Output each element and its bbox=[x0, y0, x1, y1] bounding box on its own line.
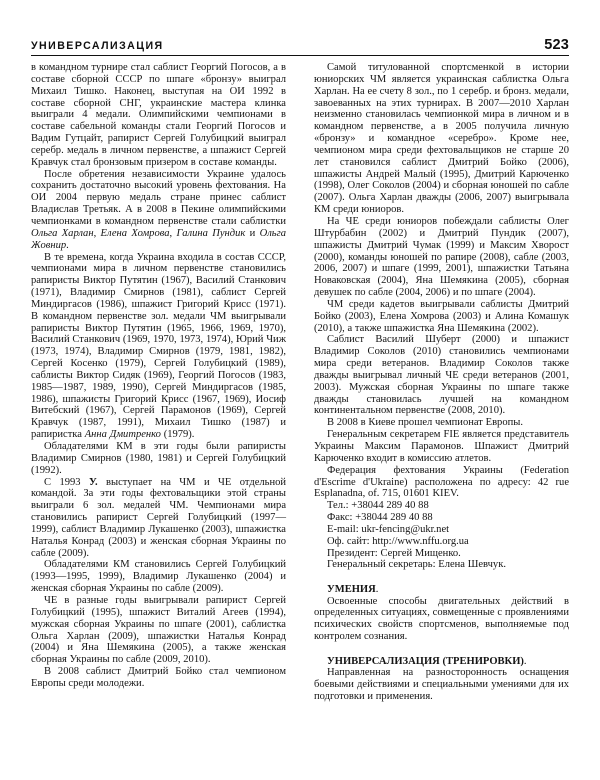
text-run: и bbox=[245, 227, 260, 239]
body-paragraph bbox=[314, 62, 569, 216]
text-run: Факс: +38044 289 40 88 bbox=[327, 512, 433, 524]
abbreviation: У. bbox=[88, 476, 98, 488]
text-run: Федерация фехтования Украины (Federation d'Escrime d'Ukraine) расположена по адресу: 42 rue Esplanadna, of. 715, 01601 KIEV. bbox=[314, 464, 569, 500]
body-paragraph bbox=[31, 666, 286, 690]
text-run: выступает на ЧМ и ЧЕ отдельной командой. За эти годы фехтовальщики этой страны выиграли 6 зол. медалей ЧМ. Чемпионами мира становились рапирист Сергей Голубицкий (1997—1999), саблист Владимир Лукашенко (2003), шпажистка Наталья Конрад (2003) и женская сборная Украины по сабле (2009). bbox=[31, 476, 287, 559]
body-paragraph bbox=[31, 477, 286, 560]
body-paragraph bbox=[31, 252, 286, 442]
text-run: . bbox=[375, 583, 379, 595]
text-run: Тел.: +38044 289 40 88 bbox=[327, 500, 429, 512]
body-paragraph bbox=[31, 595, 286, 666]
body-paragraph bbox=[314, 512, 569, 524]
body-paragraph bbox=[314, 548, 569, 560]
body-paragraph bbox=[314, 524, 569, 536]
body-paragraph bbox=[314, 667, 569, 703]
body-paragraph bbox=[31, 62, 286, 169]
header-rule bbox=[31, 55, 569, 56]
running-head bbox=[31, 30, 569, 52]
body-paragraph bbox=[314, 465, 569, 501]
body-paragraph bbox=[314, 417, 569, 429]
athlete-name: Галина Пундик bbox=[176, 227, 246, 239]
text-run: ЧЕ в разные годы выигрывали рапирист Сергей Голубицкий (1995), шпажист Виталий Агеев (1994), мужская сборная Украины по шпаге (2001), саблистка Ольга Харлан (2009), шпажистки Наталья Конрад (2004) и Яна Шемякина (2005), а также женская сборная Украины по сабле (2009, 2010). bbox=[31, 594, 286, 666]
text-run: Обладателями КМ в эти годы были рапиристы Владимир Смирнов (1980, 1981) и Сергей Голубицкий (1992). bbox=[31, 441, 286, 476]
text-run: В 2008 саблист Дмитрий Бойко стал чемпионом Европы среди молодежи. bbox=[31, 666, 286, 689]
text-run: в командном турнире стал саблист Георгий Погосов, а в составе сборной СССР по шпаге «бронзу» выиграл Михаил Тишко. Наконец, выступая на ОИ 1992 в составе сборной СНГ, украинские мастера клинка выиграли 4 медали. Олимпийскими чемпионами в составе сабельной команды стали Георгий Погосов и Вадим Гутцайт, рапирист Сергей Голубицкий выиграл серебр. медаль в личном первенстве, а шпажист Сергей Кравчук стал бронзовым призером в составе команды. bbox=[31, 62, 286, 168]
body-paragraph bbox=[31, 441, 286, 477]
page-number: 523 bbox=[544, 36, 569, 53]
body-paragraph bbox=[314, 536, 569, 548]
text-run: . bbox=[66, 239, 69, 251]
running-head-title: УНИВЕРСАЛИЗАЦИЯ bbox=[31, 40, 164, 53]
athlete-name: Анна Дмитренко bbox=[84, 429, 161, 441]
text-run: Президент: Сергей Мищенко. bbox=[327, 547, 461, 559]
text-run: После обретения независимости Украине удалось сохранить достаточно высокий уровень фехтования. На ОИ 2004 первую медаль стране принес саблист Владислав Третьяк. А в 2008 в Пекине олимпийскими чемпионками в командном первенстве стали саблистки bbox=[31, 168, 286, 227]
text-run: Саблист Василий Шуберт (2000) и шпажист Владимир Соколов (2010) становились чемпионами мира среди ветеранов. Владимир Соколов также дважды выигрывал личный ЧЕ среди ветеранов (2001, 2003). Мужская сборная Украины по шпаге также дважды становилась лучшей на командном континентальном первенстве (2008, 2010). bbox=[314, 334, 569, 417]
body-paragraph bbox=[314, 299, 569, 335]
text-columns bbox=[31, 62, 569, 762]
text-run: В 2008 в Киеве прошел чемпионат Европы. bbox=[327, 417, 523, 429]
text-run: На ЧЕ среди юниоров побеждали саблисты Олег Штурбабин (2002) и Дмитрий Пундик (2007), шпажисты Дмитрий Чумак (1999) и Максим Хворост (2000), команды юношей по рапире (2008), сабле (2003, 2006, 2007) и шпаге (1999, 2001), шпажистки Татьяна Новаковская (2004), Яна Шемякина (2005), сборная девушек по сабле (2004, 2006) и по шпаге (2004). bbox=[314, 215, 569, 299]
text-run: , bbox=[93, 227, 101, 239]
body-paragraph bbox=[31, 559, 286, 595]
paragraph-spacer bbox=[314, 643, 569, 656]
athlete-name: Ольга Жовнир bbox=[31, 227, 286, 251]
athlete-name: Ольга Харлан bbox=[31, 227, 94, 239]
body-paragraph bbox=[314, 584, 569, 596]
athlete-name: Елена Хомрова bbox=[100, 227, 170, 239]
text-run: Оф. сайт: http://www.nffu.org.ua bbox=[327, 535, 469, 547]
text-run: , bbox=[169, 227, 177, 239]
text-run: С 1993 bbox=[44, 476, 89, 488]
body-paragraph bbox=[314, 216, 569, 299]
text-run: Генеральный секретарь: Елена Шевчук. bbox=[327, 559, 506, 571]
paragraph-spacer bbox=[314, 571, 569, 584]
entry-headword: УНИВЕРСАЛИЗАЦИЯ (ТРЕНИРОВКИ) bbox=[327, 655, 524, 667]
text-run: Обладателями КМ становились Сергей Голубицкий (1993—1995, 1999), Владимир Лукашенко (2004) и женская сборная Украины по сабле (2009). bbox=[31, 559, 286, 595]
text-run: В те времена, когда Украина входила в состав СССР, чемпионами мира в личном первенстве становились рапиристы Виктор Путятин (1967), Василий Станкович (1971), Владимир Смирнов (1981), саблист Сергей Миндиргасов (1986), шпажист Григорий Крисс (1971). В командном первенстве зол. медали ЧМ выигрывали рапиристы Виктор Путятин (1965, 1966, 1969, 1970), Василий Станкович (1969, 1970, 1973, 1974), Юрий Чиж (1973, 1974), Владимир Смирнов (1979, 1981, 1982), Сергей Косенко (1979), Сергей Голубицкий (1989), саблисты Виктор Сидяк (1969), Георгий Погосов (1983, 1985—1987, 1989, 1990), Сергей Миндиргасов (1985, 1986), шпажисты Григорий Крисс (1967, 1969), Иосиф Витебский (1967), Сергей Парамонов (1969), Сергей Кравчук (1987, 1991), Михаил Тишко (1987) и рапиристка bbox=[31, 251, 286, 441]
entry-headword: УМЕНИЯ bbox=[327, 583, 376, 595]
body-paragraph bbox=[31, 169, 286, 252]
body-paragraph bbox=[314, 429, 569, 465]
text-run: Направленная на разносторонность оснащения боевыми действиями и специальными умениями для их подготовки и применения. bbox=[314, 667, 569, 703]
text-run: (1979). bbox=[160, 429, 195, 441]
column-right bbox=[314, 62, 569, 762]
text-run: ЧМ среди кадетов выигрывали саблисты Дмитрий Бойко (2003), Елена Хомрова (2003) и Алина Комашук (2010), а также шпажистка Яна Шемякина (2002). bbox=[314, 298, 569, 334]
body-paragraph bbox=[314, 500, 569, 512]
body-paragraph bbox=[314, 334, 569, 417]
column-left bbox=[31, 62, 286, 762]
body-paragraph bbox=[314, 559, 569, 571]
text-run: Генеральным секретарем FIE является представитель Украины Максим Парамонов. Шпажист Дмитрий Карюченко входит в комиссию атлетов. bbox=[314, 429, 569, 464]
text-run: E-mail: ukr-fencing@ukr.net bbox=[327, 523, 450, 535]
text-run: Освоенные способы двигательных действий в определенных ситуациях, совмещенные с проявлениями психических свойств спортсменов, выполняемые под контролем сознания. bbox=[314, 595, 569, 643]
text-run: Самой титулованной спортсменкой в истории юниорских ЧМ является украинская саблистка Ольга Харлан. На ее счету 8 зол., по 1 серебр. и бронз. медали, завоеванных на этих турнирах. В 2007—2010 Харлан неизменно становилась чемпионкой мира в личном и в командном первенстве, а в 2005 получила личную «бронзу» и командное «серебро». Кроме нее, чемпионом мира среди фехтовальщиков не старше 20 лет становился саблист Дмитрий Бойко (2006), шпажисты Андрей Малый (1995), Дмитрий Карюченко (1998), Олег Соколов (2004) и сборная юношей по сабле (2007). Ольга Харлан дважды (2006, 2007) выигрывала КМ среди юниоров. bbox=[314, 62, 569, 216]
body-paragraph bbox=[314, 596, 569, 643]
body-paragraph bbox=[314, 656, 569, 668]
text-run: . bbox=[523, 655, 527, 667]
